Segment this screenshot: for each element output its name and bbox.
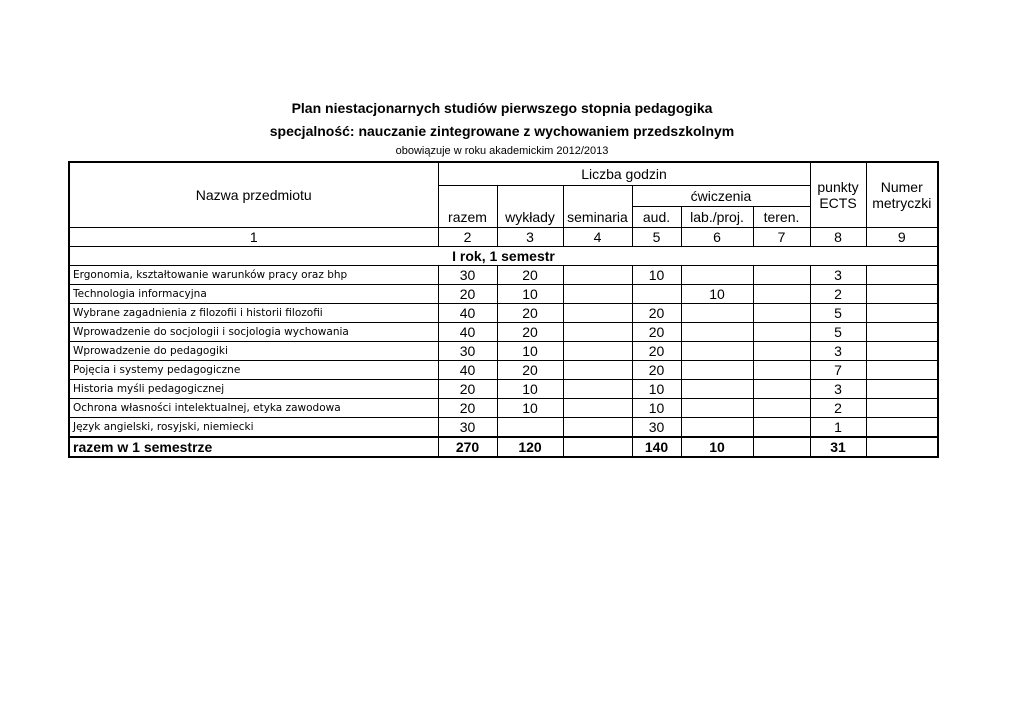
cell-teren [753,304,810,323]
table-row [69,285,938,304]
table-row [69,342,938,361]
cell-seminaria [563,418,632,438]
cell-seminaria [563,323,632,342]
cell-ects: 3 [810,380,866,399]
column-number: 1 [69,228,438,247]
cell-lab [681,304,753,323]
cell-seminaria [563,399,632,418]
cell-ects: 2 [810,399,866,418]
cell-seminaria [563,342,632,361]
total-metryczka [866,437,938,457]
cell-lab: 10 [681,285,753,304]
cell-aud: 30 [632,418,681,438]
cell-teren [753,399,810,418]
cell-wyklady: 10 [497,285,563,304]
cell-name: Historia myśli pedagogicznej [69,380,438,399]
cell-seminaria [563,285,632,304]
table-row [69,380,938,399]
cell-seminaria [563,266,632,285]
semester-heading: I rok, 1 semestr [69,247,938,266]
header-lectures: wykłady [497,186,563,228]
header-total-hours: razem [438,186,497,228]
cell-metryczka [866,266,938,285]
column-numbers-row [69,228,938,247]
cell-ects: 2 [810,285,866,304]
cell-metryczka [866,342,938,361]
header-seminars: seminaria [563,186,632,228]
cell-ects: 5 [810,304,866,323]
semester-total-row [69,437,938,457]
cell-aud: 10 [632,266,681,285]
total-lab: 10 [681,437,753,457]
column-number: 5 [632,228,681,247]
cell-wyklady: 10 [497,342,563,361]
cell-name: Wprowadzenie do pedagogiki [69,342,438,361]
cell-wyklady: 10 [497,399,563,418]
cell-aud [632,285,681,304]
cell-seminaria [563,304,632,323]
total-seminaria [563,437,632,457]
table-row [69,266,938,285]
cell-razem: 20 [438,399,497,418]
cell-aud: 10 [632,380,681,399]
column-number: 3 [497,228,563,247]
cell-metryczka [866,361,938,380]
cell-wyklady [497,418,563,438]
study-plan-table [68,161,939,458]
total-razem: 270 [438,437,497,457]
cell-aud: 20 [632,342,681,361]
header-lab: lab./proj. [681,207,753,228]
total-label: razem w 1 semestrze [69,437,438,457]
cell-name: Wprowadzenie do socjologii i socjologia wychowania [69,323,438,342]
cell-name: Technologia informacyjna [69,285,438,304]
table-row [69,361,938,380]
cell-seminaria [563,380,632,399]
cell-teren [753,418,810,438]
cell-metryczka [866,380,938,399]
validity-note: obowiązuje w roku akademickim 2012/2013 [395,145,609,157]
total-ects: 31 [810,437,866,457]
table-row [69,323,938,342]
page-subtitle: specjalność: nauczanie zintegrowane z wychowaniem przedszkolnym [269,123,735,139]
page-title: Plan niestacjonarnych studiów pierwszego stopnia pedagogika [291,100,713,116]
table-row [69,418,938,438]
cell-ects: 1 [810,418,866,438]
header-hours-group: Liczba godzin [438,162,810,186]
cell-metryczka [866,285,938,304]
cell-wyklady: 20 [497,361,563,380]
cell-ects: 7 [810,361,866,380]
total-aud: 140 [632,437,681,457]
cell-wyklady: 20 [497,304,563,323]
cell-name: Pojęcia i systemy pedagogiczne [69,361,438,380]
cell-metryczka [866,399,938,418]
column-number: 6 [681,228,753,247]
cell-teren [753,342,810,361]
cell-ects: 3 [810,342,866,361]
column-number: 9 [866,228,938,247]
cell-lab [681,323,753,342]
cell-razem: 30 [438,266,497,285]
cell-seminaria [563,361,632,380]
cell-teren [753,380,810,399]
cell-ects: 3 [810,266,866,285]
cell-name: Ochrona własności intelektualnej, etyka zawodowa [69,399,438,418]
cell-aud: 20 [632,361,681,380]
cell-razem: 40 [438,323,497,342]
cell-metryczka [866,418,938,438]
cell-name: Wybrane zagadnienia z filozofii i historii filozofii [69,304,438,323]
cell-lab [681,418,753,438]
table-row [69,304,938,323]
header-ects: punkty ECTS [810,162,866,228]
cell-teren [753,361,810,380]
cell-razem: 20 [438,380,497,399]
column-number: 4 [563,228,632,247]
column-number: 7 [753,228,810,247]
cell-wyklady: 10 [497,380,563,399]
cell-ects: 5 [810,323,866,342]
cell-razem: 30 [438,342,497,361]
column-number: 8 [810,228,866,247]
header-metric-number: Numer metryczki [866,162,938,228]
cell-lab [681,399,753,418]
cell-razem: 30 [438,418,497,438]
cell-name: Ergonomia, kształtowanie warunków pracy oraz bhp [69,266,438,285]
cell-metryczka [866,323,938,342]
cell-lab [681,361,753,380]
cell-name: Język angielski, rosyjski, niemiecki [69,418,438,438]
header-aud: aud. [632,207,681,228]
cell-metryczka [866,304,938,323]
cell-teren [753,323,810,342]
cell-razem: 20 [438,285,497,304]
header-field: teren. [753,207,810,228]
column-number: 2 [438,228,497,247]
cell-teren [753,285,810,304]
cell-aud: 20 [632,323,681,342]
total-wyklady: 120 [497,437,563,457]
header-exercises-group: ćwiczenia [632,186,810,207]
cell-teren [753,266,810,285]
header-subject-name: Nazwa przedmiotu [69,162,438,228]
cell-aud: 10 [632,399,681,418]
total-teren [753,437,810,457]
cell-lab [681,266,753,285]
cell-wyklady: 20 [497,323,563,342]
cell-lab [681,380,753,399]
cell-wyklady: 20 [497,266,563,285]
cell-lab [681,342,753,361]
cell-aud: 20 [632,304,681,323]
cell-razem: 40 [438,304,497,323]
cell-razem: 40 [438,361,497,380]
table-row [69,399,938,418]
